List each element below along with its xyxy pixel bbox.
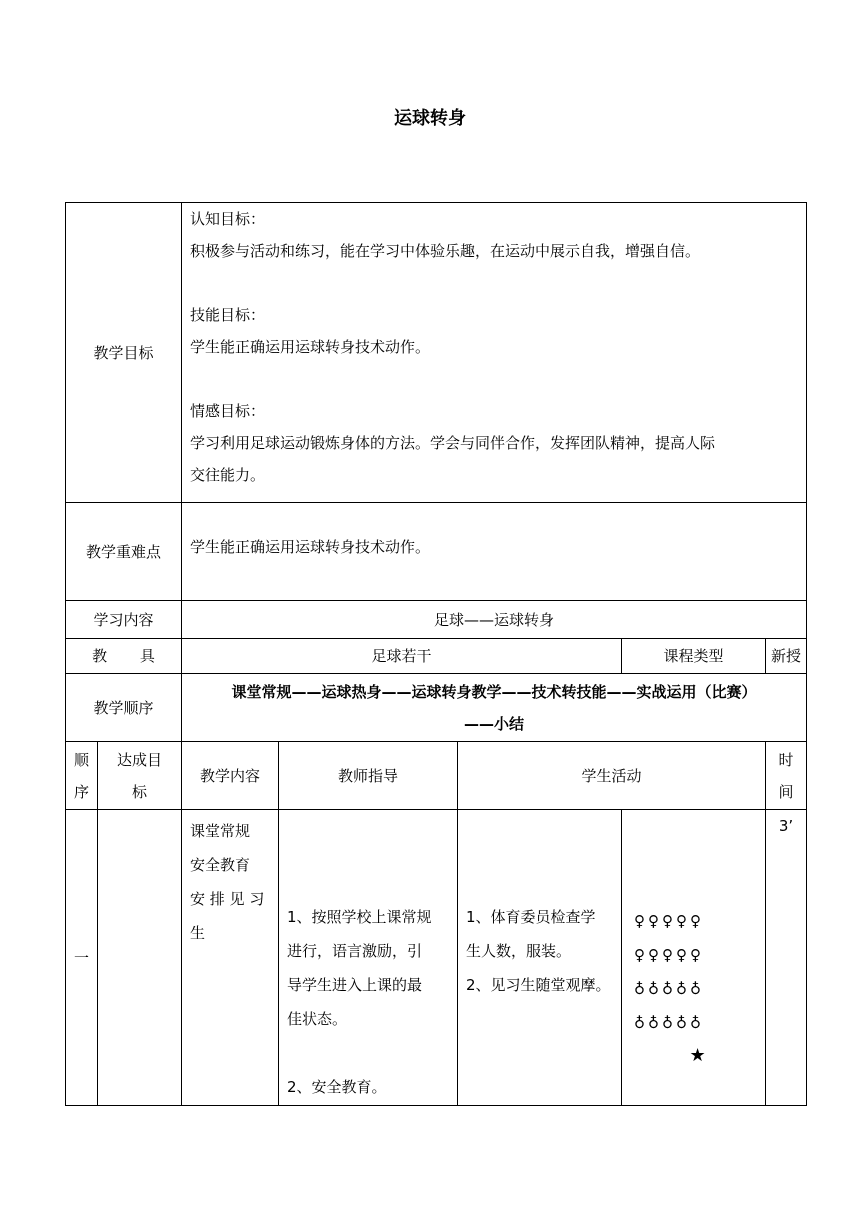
key-points-label: 教学重难点: [66, 503, 182, 601]
lesson-row-1: [66, 810, 807, 1106]
page-title: 运球转身: [394, 108, 466, 129]
lesson-plan-table: [65, 202, 807, 1106]
col-order-line2: 序: [73, 782, 89, 801]
cognitive-heading: 认知目标：: [190, 210, 266, 228]
formation-male-row-1: ♁♁♁♁♁: [634, 980, 704, 998]
objectives-row: [66, 203, 807, 503]
sequence-line2: ——小结: [464, 714, 525, 733]
row1-content-line4: 生: [190, 924, 206, 942]
row1-student-line1: 1、体育委员检查学: [466, 908, 596, 926]
emotion-heading: 情感目标：: [190, 402, 266, 420]
row1-teacher: [279, 810, 458, 1106]
col-time-line2: 间: [778, 782, 794, 801]
row1-teacher-line3: 导学生进入上课的最: [287, 976, 423, 994]
teacher-star-icon: ★: [689, 1045, 706, 1066]
col-order-line1: 顺: [73, 750, 89, 769]
equipment-value: 足球若干: [182, 639, 622, 674]
col-goal-line1: 达成目: [117, 750, 163, 769]
sequence-line1: 课堂常规——运球热身——运球转身教学——技术转技能——实战运用（比赛）: [231, 682, 757, 701]
emotion-text-line2: 交往能力。: [190, 466, 266, 484]
formation-male-row-2: ♁♁♁♁♁: [634, 1014, 704, 1032]
objectives-cell: [182, 203, 807, 503]
skill-heading: 技能目标：: [190, 306, 266, 324]
row1-student: [458, 810, 622, 1106]
row1-teacher-line4: 佳状态。: [287, 1010, 348, 1028]
equipment-row: [66, 639, 807, 674]
row1-content-line2: 安全教育: [190, 856, 251, 874]
objectives-label: 教学目标: [66, 203, 182, 503]
row1-teacher-line5: 2、安全教育。: [287, 1078, 387, 1096]
formation-female-row-2: ♀♀♀♀♀: [634, 946, 704, 964]
sequence-row: [66, 674, 807, 742]
content-text: 足球——运球转身: [182, 601, 807, 639]
row1-content-line3: 安 排 见 习: [190, 890, 265, 908]
row1-content: [182, 810, 279, 1106]
col-teacher: 教师指导: [279, 742, 458, 810]
row1-teacher-line1: 1、按照学校上课常规: [287, 908, 432, 926]
formation-female-row-1: ♀♀♀♀♀: [634, 912, 704, 930]
col-content: 教学内容: [182, 742, 279, 810]
cognitive-text: 积极参与活动和练习，能在学习中体验乐趣，在运动中展示自我，增强自信。: [190, 242, 701, 260]
equipment-label: 教 具: [66, 639, 182, 674]
row1-order: 一: [66, 810, 98, 1106]
col-time: [766, 742, 807, 810]
column-header-row: [66, 742, 807, 810]
row1-goal: [98, 810, 182, 1106]
emotion-text-line1: 学习利用足球运动锻炼身体的方法。学会与同伴合作，发挥团队精神，提高人际: [190, 434, 716, 452]
col-order: [66, 742, 98, 810]
row1-student-line2: 生人数，服装。: [466, 942, 572, 960]
col-goal-line2: 标: [132, 782, 148, 801]
content-row: [66, 601, 807, 639]
row1-time: 3’: [766, 810, 807, 1106]
row1-teacher-line2: 进行，语言激励，引: [287, 942, 423, 960]
row1-formation: [622, 810, 766, 1106]
skill-text: 学生能正确运用运球转身技术动作。: [190, 338, 431, 356]
col-time-line1: 时: [778, 750, 794, 769]
key-points-row: [66, 503, 807, 601]
col-goal: [98, 742, 182, 810]
key-points-text: 学生能正确运用运球转身技术动作。: [182, 503, 807, 601]
sequence-label: 教学顺序: [66, 674, 182, 742]
course-type-value: 新授: [766, 639, 807, 674]
sequence-cell: [182, 674, 807, 742]
content-label: 学习内容: [66, 601, 182, 639]
col-student: 学生活动: [458, 742, 766, 810]
row1-student-line3: 2、见习生随堂观摩。: [466, 976, 611, 994]
row1-content-line1: 课堂常规: [190, 822, 251, 840]
course-type-label: 课程类型: [622, 639, 766, 674]
